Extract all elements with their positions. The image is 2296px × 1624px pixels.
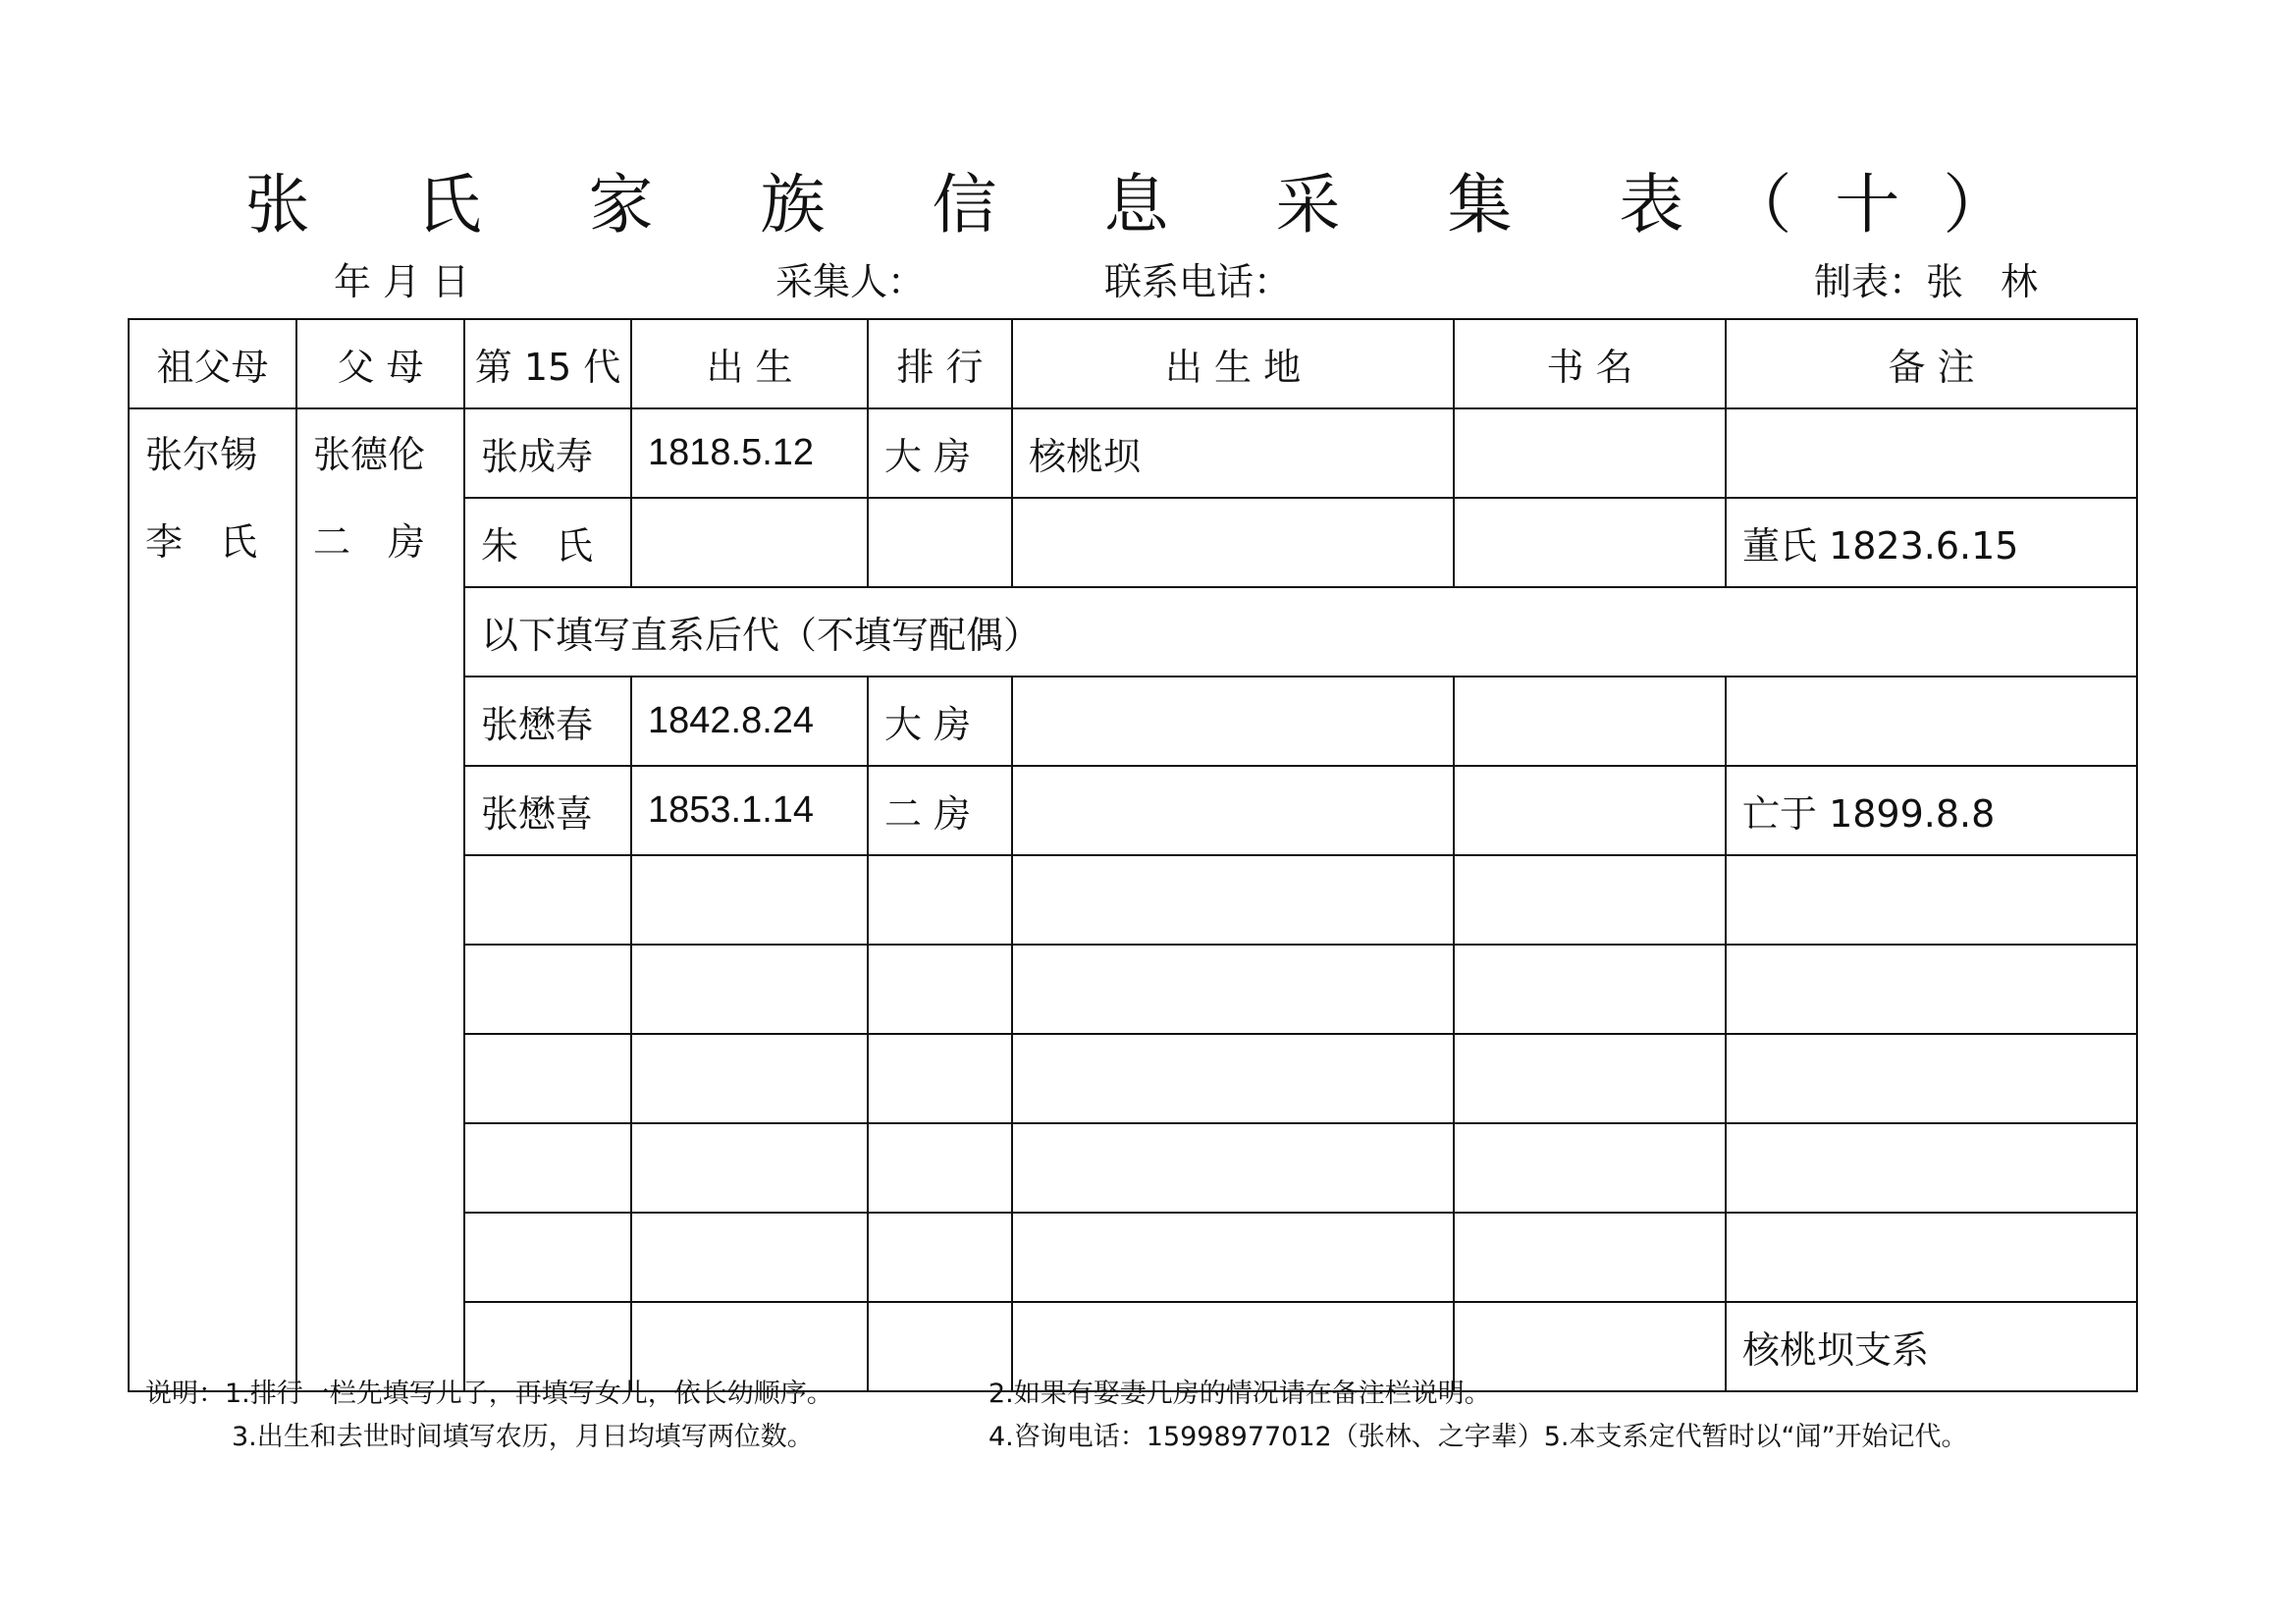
name-cell[interactable] bbox=[464, 1213, 631, 1302]
rank-cell[interactable] bbox=[868, 945, 1012, 1034]
note-cell[interactable]: 亡于 1899.8.8 bbox=[1726, 766, 2137, 855]
header-generation-15: 第 15 代 bbox=[464, 319, 631, 408]
birth-cell[interactable] bbox=[631, 498, 868, 587]
descendant-instruction: 以下填写直系后代（不填写配偶） bbox=[464, 587, 2137, 677]
birth-cell[interactable] bbox=[631, 945, 868, 1034]
birth-cell[interactable]: 1818.5.12 bbox=[631, 408, 868, 498]
header-grandparents: 祖父母 bbox=[129, 319, 296, 408]
name-cell[interactable]: 朱 氏 bbox=[464, 498, 631, 587]
note-cell[interactable]: 核桃坝支系 bbox=[1726, 1302, 2137, 1391]
rank-cell[interactable] bbox=[868, 1213, 1012, 1302]
name-cell[interactable]: 张懋喜 bbox=[464, 766, 631, 855]
note-cell[interactable]: 董氏 1823.6.15 bbox=[1726, 498, 2137, 587]
name-cell[interactable]: 张成寿 bbox=[464, 408, 631, 498]
rank-cell[interactable] bbox=[868, 855, 1012, 945]
book-name-cell[interactable] bbox=[1454, 498, 1726, 587]
table-maker: 制表：张 林 bbox=[1814, 260, 2039, 303]
book-name-cell[interactable] bbox=[1454, 1213, 1726, 1302]
birthplace-cell[interactable] bbox=[1012, 766, 1454, 855]
book-name-cell[interactable] bbox=[1454, 1302, 1726, 1391]
note-2: 2.如果有娶妻几房的情况请在备注栏说明。 bbox=[988, 1379, 1491, 1409]
note-4: 4.咨询电话：15998977012（张林、之字辈）5.本支系定代暂时以“闻”开始记代。 bbox=[988, 1422, 1968, 1452]
header-birth: 出 生 bbox=[631, 319, 868, 408]
father-name: 张德伦 bbox=[313, 433, 426, 476]
birthplace-cell[interactable] bbox=[1012, 1213, 1454, 1302]
birthplace-cell[interactable] bbox=[1012, 1123, 1454, 1213]
table-row bbox=[129, 408, 2137, 498]
note-3: 3.出生和去世时间填写农历，月日均填写两位数。 bbox=[232, 1422, 814, 1452]
book-name-cell[interactable] bbox=[1454, 855, 1726, 945]
phone-label: 联系电话： bbox=[1104, 260, 1292, 303]
family-info-table bbox=[128, 318, 2138, 1392]
grandfather-name: 张尔锡 bbox=[145, 433, 258, 476]
rank-cell[interactable]: 二 房 bbox=[868, 766, 1012, 855]
birthplace-cell[interactable] bbox=[1012, 498, 1454, 587]
book-name-cell[interactable] bbox=[1454, 766, 1726, 855]
birthplace-cell[interactable] bbox=[1012, 677, 1454, 766]
rank-cell[interactable]: 大 房 bbox=[868, 677, 1012, 766]
birth-cell[interactable] bbox=[631, 1034, 868, 1123]
book-name-cell[interactable] bbox=[1454, 1034, 1726, 1123]
birthplace-cell[interactable]: 核桃坝 bbox=[1012, 408, 1454, 498]
note-cell[interactable] bbox=[1726, 1213, 2137, 1302]
birth-cell[interactable]: 1853.1.14 bbox=[631, 766, 868, 855]
rank-cell[interactable] bbox=[868, 1034, 1012, 1123]
mother-name: 二 房 bbox=[313, 520, 426, 564]
grandmother-name: 李 氏 bbox=[145, 520, 258, 564]
parents-cell bbox=[296, 408, 464, 1391]
name-cell[interactable] bbox=[464, 855, 631, 945]
header-book-name: 书 名 bbox=[1454, 319, 1726, 408]
grandparents-cell bbox=[129, 408, 296, 1391]
rank-cell[interactable] bbox=[868, 1123, 1012, 1213]
name-cell[interactable] bbox=[464, 1123, 631, 1213]
birth-cell[interactable] bbox=[631, 1123, 868, 1213]
name-cell[interactable] bbox=[464, 945, 631, 1034]
note-1: 说明：1.排行一栏先填写儿子，再填写女儿，依长幼顺序。 bbox=[145, 1379, 833, 1409]
header-parents: 父 母 bbox=[296, 319, 464, 408]
note-cell[interactable] bbox=[1726, 945, 2137, 1034]
book-name-cell[interactable] bbox=[1454, 408, 1726, 498]
header-rank: 排 行 bbox=[868, 319, 1012, 408]
note-cell[interactable] bbox=[1726, 1034, 2137, 1123]
birthplace-cell[interactable] bbox=[1012, 1034, 1454, 1123]
book-name-cell[interactable] bbox=[1454, 677, 1726, 766]
birthplace-cell[interactable] bbox=[1012, 945, 1454, 1034]
note-cell[interactable] bbox=[1726, 677, 2137, 766]
header-birthplace: 出 生 地 bbox=[1012, 319, 1454, 408]
collector-label: 采集人： bbox=[775, 260, 926, 303]
note-cell[interactable] bbox=[1726, 855, 2137, 945]
name-cell[interactable]: 张懋春 bbox=[464, 677, 631, 766]
birth-cell[interactable]: 1842.8.24 bbox=[631, 677, 868, 766]
birth-cell[interactable] bbox=[631, 1213, 868, 1302]
book-name-cell[interactable] bbox=[1454, 1123, 1726, 1213]
form-title: 张 氏 家 族 信 息 采 集 表（十） bbox=[244, 167, 2052, 243]
birth-cell[interactable] bbox=[631, 855, 868, 945]
header-row bbox=[129, 319, 2137, 408]
birthplace-cell[interactable] bbox=[1012, 855, 1454, 945]
book-name-cell[interactable] bbox=[1454, 945, 1726, 1034]
header-notes: 备 注 bbox=[1726, 319, 2137, 408]
name-cell[interactable] bbox=[464, 1034, 631, 1123]
note-cell[interactable] bbox=[1726, 1123, 2137, 1213]
date-field-label: 年 月 日 bbox=[334, 260, 470, 303]
note-cell[interactable] bbox=[1726, 408, 2137, 498]
rank-cell[interactable] bbox=[868, 498, 1012, 587]
rank-cell[interactable]: 大 房 bbox=[868, 408, 1012, 498]
